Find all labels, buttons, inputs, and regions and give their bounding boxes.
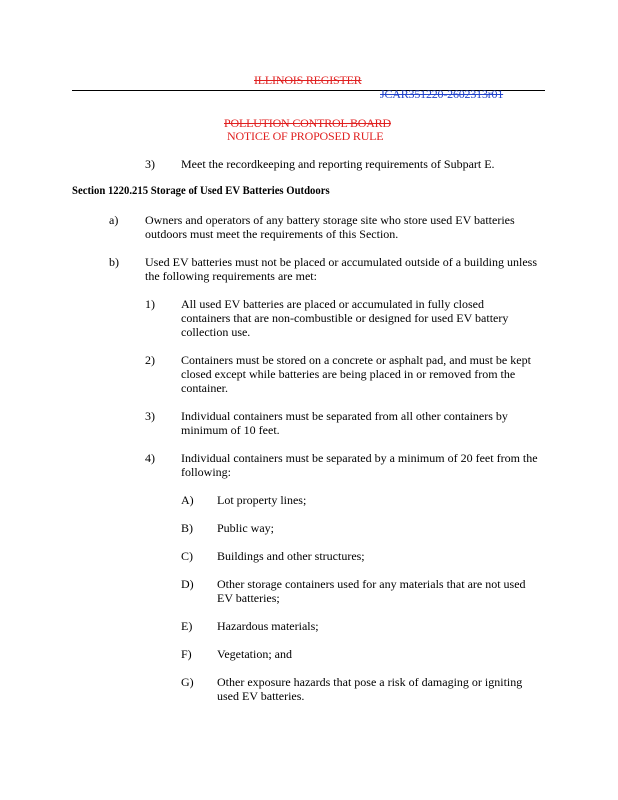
subitem-G-line: used EV batteries. [217, 689, 305, 703]
item-1-line: All used EV batteries are placed or accumulated in fully closed [181, 297, 484, 311]
subsection-a-line: Owners and operators of any battery storage site who store used EV batteries [145, 213, 515, 227]
subitem-F-num: F) [181, 647, 192, 661]
subitem-F-line: Vegetation; and [217, 647, 292, 661]
subsection-b-line: Used EV batteries must not be placed or accumulated outside of a building unless [145, 255, 538, 269]
intro-item-num: 3) [145, 157, 155, 171]
subitem-C-line: Buildings and other structures; [217, 549, 365, 563]
subitem-C-num: C) [181, 549, 193, 563]
subitem-B-num: B) [181, 521, 193, 535]
subitem-E-num: E) [181, 619, 193, 633]
document-code: JCAR351220-2602313r01 [380, 87, 504, 101]
agency-name: POLLUTION CONTROL BOARD [224, 116, 391, 130]
item-4-num: 4) [145, 451, 155, 465]
subitem-G-line: Other exposure hazards that pose a risk of damaging or igniting [217, 675, 523, 689]
item-2-line: closed except while batteries are being placed in or removed from the [181, 367, 516, 381]
item-2-num: 2) [145, 353, 155, 367]
subitem-G-num: G) [181, 675, 194, 689]
item-4-line: following: [181, 465, 231, 479]
item-2-line: Containers must be stored on a concrete or asphalt pad, and must be kept [181, 353, 531, 367]
section-heading: Section 1220.215 Storage of Used EV Batteries Outdoors [72, 185, 330, 197]
item-3-line: minimum of 10 feet. [181, 423, 280, 437]
subsection-a-line: outdoors must meet the requirements of this Section. [145, 227, 399, 241]
item-2-line: container. [181, 381, 228, 395]
notice-title: NOTICE OF PROPOSED RULE [227, 129, 384, 143]
subitem-D-num: D) [181, 577, 194, 591]
item-3-num: 3) [145, 409, 155, 423]
subitem-B-line: Public way; [217, 521, 274, 535]
item-1-num: 1) [145, 297, 155, 311]
subitem-D-line: EV batteries; [217, 591, 280, 605]
item-4-line: Individual containers must be separated by a minimum of 20 feet from the [181, 451, 538, 465]
subsection-b-label: b) [109, 255, 119, 269]
register-title: ILLINOIS REGISTER [254, 73, 362, 87]
subitem-A-num: A) [181, 493, 194, 507]
item-1-line: containers that are non-combustible or designed for used EV battery [181, 311, 509, 325]
subsection-b-line: the following requirements are met: [145, 269, 317, 283]
intro-item-text: Meet the recordkeeping and reporting requirements of Subpart E. [181, 157, 495, 171]
item-3-line: Individual containers must be separated from all other containers by [181, 409, 508, 423]
subitem-E-line: Hazardous materials; [217, 619, 319, 633]
subitem-A-line: Lot property lines; [217, 493, 307, 507]
subitem-D-line: Other storage containers used for any materials that are not used [217, 577, 526, 591]
item-1-line: collection use. [181, 325, 251, 339]
subsection-a-label: a) [109, 213, 119, 227]
